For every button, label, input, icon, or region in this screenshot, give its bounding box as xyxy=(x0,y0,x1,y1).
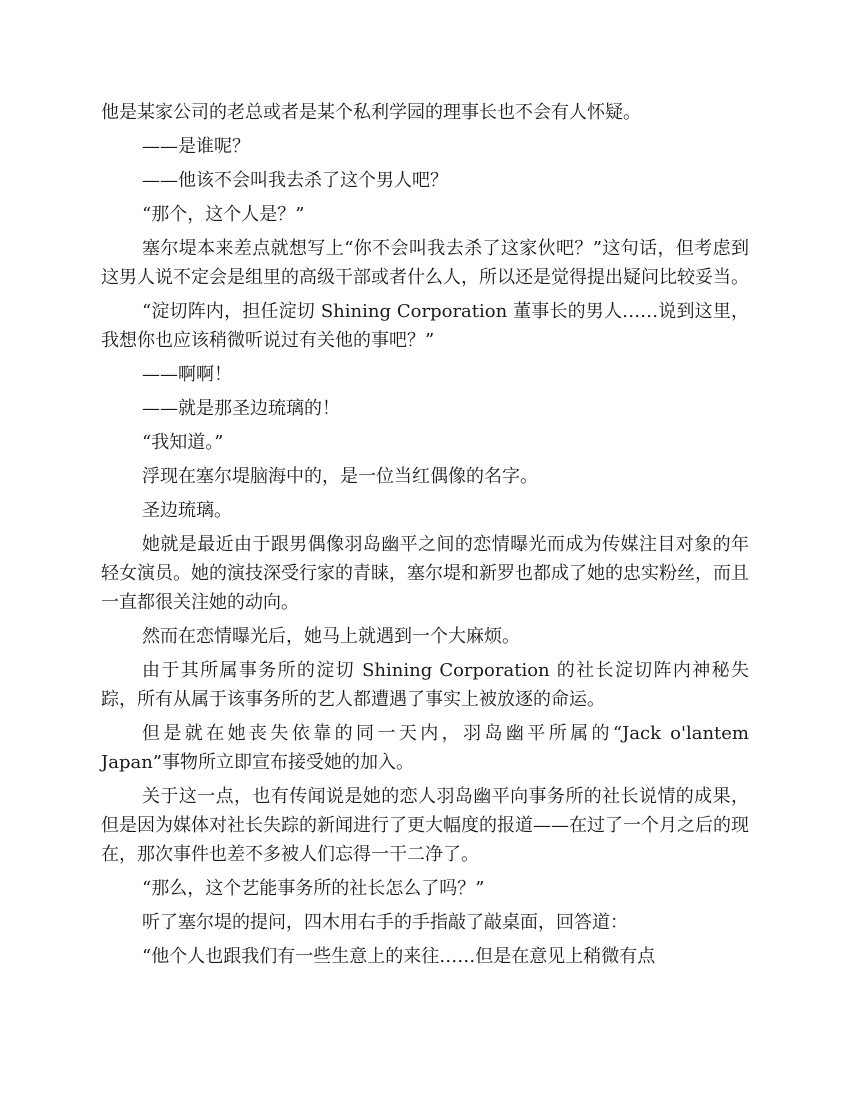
paragraph-12: 她就是最近由于跟男偶像羽岛幽平之间的恋情曝光而成为传媒注目对象的年轻女演员。她的演技深受行家的青睐，塞尔堤和新罗也都成了她的忠实粉丝，而且一直都很关注她的动向。 xyxy=(101,534,749,613)
paragraph-13: 然而在恋情曝光后，她马上就遇到一个大麻烦。 xyxy=(142,626,520,647)
paragraph-11: 圣边琉璃。 xyxy=(142,500,232,521)
paragraph-4: “那个，这个人是？” xyxy=(142,204,305,225)
paragraph-5: 塞尔堤本来差点就想写上“你不会叫我去杀了这家伙吧？”这句话，但考虑到这男人说不定会是组里的高级干部或者什么人，所以还是觉得提出疑问比较妥当。 xyxy=(101,238,749,288)
paragraph-10: 浮现在塞尔堤脑海中的，是一位当红偶像的名字。 xyxy=(142,466,538,487)
paragraph-9: “我知道。” xyxy=(142,432,224,453)
paragraph-2: ——是谁呢？ xyxy=(142,136,250,157)
paragraph-14: 由于其所属事务所的淀切 Shining Corporation 的社长淀切阵内神秘失踪，所有从属于该事务所的艺人都遭遇了事实上被放逐的命运。 xyxy=(101,660,749,710)
paragraph-18: 听了塞尔堤的提问，四木用右手的手指敲了敲桌面，回答道： xyxy=(142,912,628,933)
paragraph-17: “那么，这个艺能事务所的社长怎么了吗？” xyxy=(142,878,485,899)
paragraph-15: 但是就在她丧失依靠的同一天内，羽岛幽平所属的“Jack o'lantem Japan”事物所立即宣布接受她的加入。 xyxy=(101,723,749,773)
document-page xyxy=(101,98,749,976)
paragraph-6: “淀切阵内，担任淀切 Shining Corporation 董事长的男人……说到这里，我想你也应该稍微听说过有关他的事吧？” xyxy=(101,301,749,351)
paragraph-7: ——啊啊！ xyxy=(142,364,232,385)
paragraph-16: 关于这一点，也有传闻说是她的恋人羽岛幽平向事务所的社长说情的成果，但是因为媒体对社长失踪的新闻进行了更大幅度的报道——在过了一个月之后的现在，那次事件也差不多被人们忘得一干二净了。 xyxy=(101,786,749,865)
paragraph-3: ——他该不会叫我去杀了这个男人吧？ xyxy=(142,170,448,191)
paragraph-1: 他是某家公司的老总或者是某个私利学园的理事长也不会有人怀疑。 xyxy=(101,102,641,123)
paragraph-19: “他个人也跟我们有一些生意上的来往……但是在意见上稍微有点 xyxy=(142,946,656,967)
paragraph-8: ——就是那圣边琉璃的！ xyxy=(142,398,340,419)
